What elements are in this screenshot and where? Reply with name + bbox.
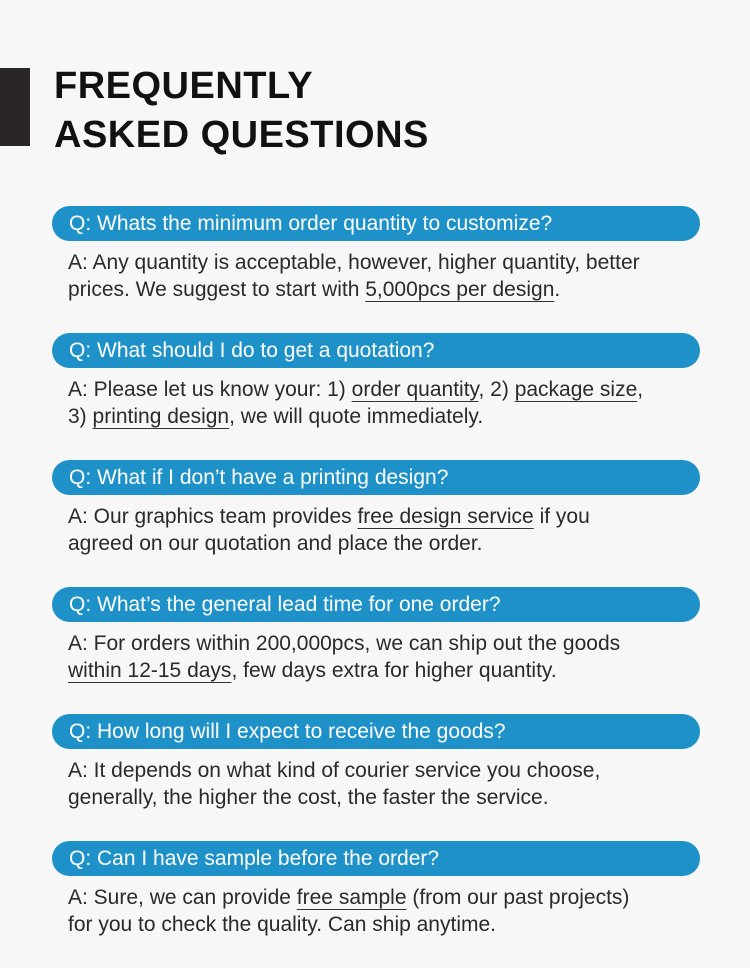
faq-item-lead-time — [52, 587, 700, 684]
highlighted-term: printing design — [92, 405, 230, 428]
answer-text: . — [554, 278, 561, 301]
faq-answer-line — [68, 503, 700, 530]
highlighted-term: free design service — [357, 505, 534, 528]
answer-text: 3) — [68, 405, 93, 428]
heading-accent-bar — [0, 68, 30, 146]
faq-answer — [68, 249, 700, 303]
highlighted-term: free sample — [296, 886, 407, 909]
faq-answer-line — [68, 276, 700, 303]
faq-answer-line — [68, 657, 700, 684]
faq-answer-line — [68, 376, 700, 403]
faq-item-min-order — [52, 206, 700, 303]
page-title-line-2: ASKED QUESTIONS — [54, 114, 429, 156]
faq-answer-line: A: For orders within 200,000pcs, we can ship out the goods — [68, 632, 621, 655]
answer-text: prices. We suggest to start with — [68, 278, 366, 301]
highlighted-term: within 12-15 days — [68, 659, 232, 682]
answer-text: , few days extra for higher quantity. — [231, 659, 557, 682]
faq-item-sample — [52, 841, 700, 938]
faq-question: Q: What’s the general lead time for one order? — [52, 587, 700, 622]
answer-text: , 2) — [478, 378, 515, 401]
faq-answer-line: for you to check the quality. Can ship anytime. — [68, 913, 496, 936]
answer-text: A: Sure, we can provide — [68, 886, 297, 909]
answer-text: if you — [533, 505, 590, 528]
highlighted-term: 5,000pcs per design — [365, 278, 555, 301]
faq-question: Q: How long will I expect to receive the goods? — [52, 714, 700, 749]
faq-answer-line — [68, 403, 700, 430]
faq-answer — [68, 630, 700, 684]
faq-item-printing-design — [52, 460, 700, 557]
faq-answer — [68, 503, 700, 557]
faq-question: Q: Whats the minimum order quantity to customize? — [52, 206, 700, 241]
faq-question: Q: What if I don’t have a printing design? — [52, 460, 700, 495]
faq-answer — [68, 884, 700, 938]
faq-question: Q: Can I have sample before the order? — [52, 841, 700, 876]
answer-text: A: Our graphics team provides — [68, 505, 358, 528]
faq-answer — [68, 757, 700, 811]
faq-list — [52, 206, 700, 968]
answer-text: A: Please let us know your: 1) — [68, 378, 352, 401]
faq-answer-line — [68, 884, 700, 911]
faq-item-delivery — [52, 714, 700, 811]
faq-answer-line: agreed on our quotation and place the order. — [68, 532, 483, 555]
faq-answer-line: A: Any quantity is acceptable, however, higher quantity, better — [68, 251, 640, 274]
answer-text: , — [637, 378, 644, 401]
faq-item-quotation — [52, 333, 700, 430]
answer-text: (from our past projects) — [406, 886, 630, 909]
faq-answer — [68, 376, 700, 430]
highlighted-term: package size — [514, 378, 638, 401]
page-title-line-1: FREQUENTLY — [54, 65, 314, 107]
highlighted-term: order quantity — [351, 378, 479, 401]
faq-question: Q: What should I do to get a quotation? — [52, 333, 700, 368]
faq-answer-line: generally, the higher the cost, the faster the service. — [68, 786, 549, 809]
faq-answer-line: A: It depends on what kind of courier service you choose, — [68, 759, 601, 782]
answer-text: , we will quote immediately. — [229, 405, 484, 428]
page-title — [54, 62, 429, 160]
